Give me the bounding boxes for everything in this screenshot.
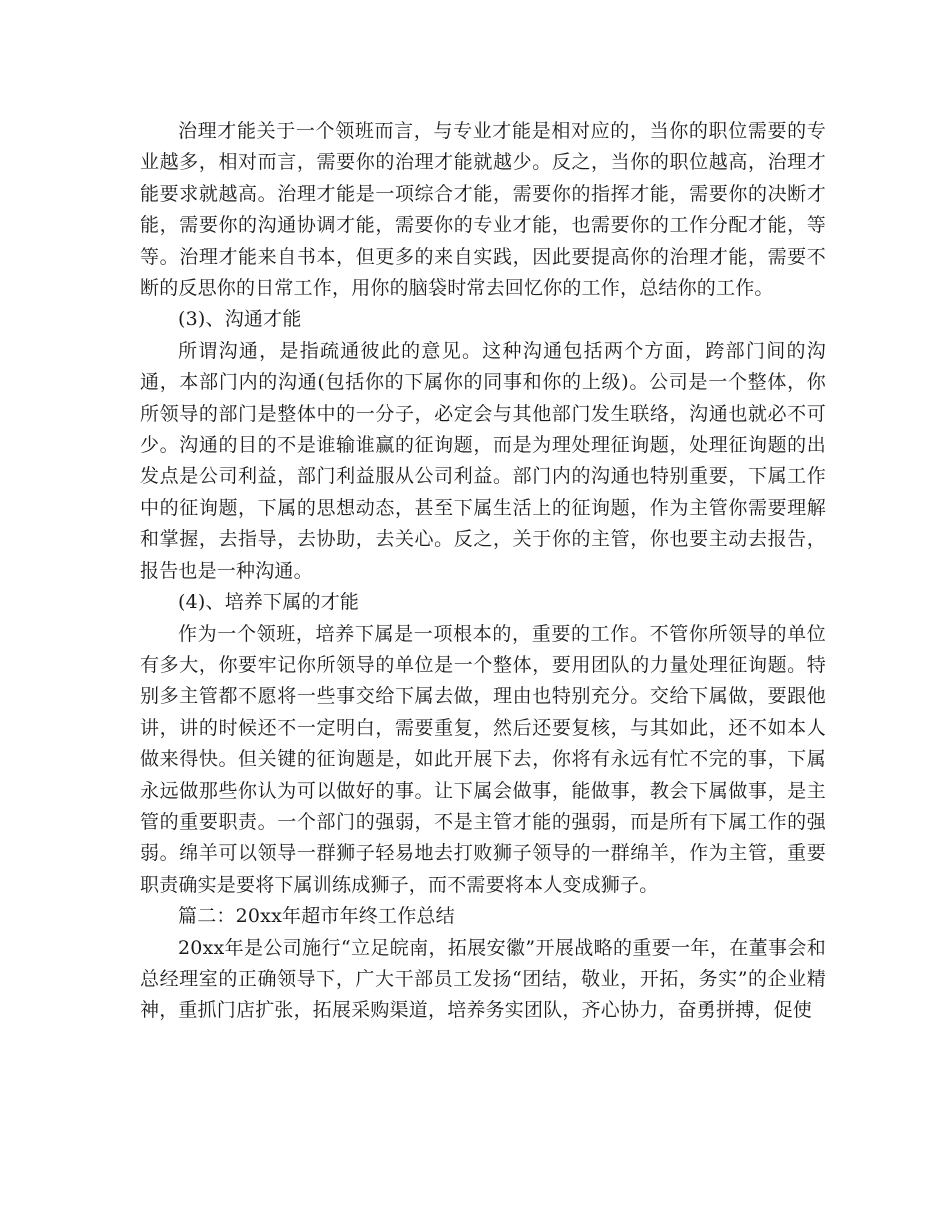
paragraph-management-ability: 治理才能关于一个领班而言，与专业才能是相对应的，当你的职位需要的专业越多，相对而言，需要你的治理才能就越少。反之，当你的职位越高，治理才能要求就越高。治理才能是一项综合才能，需要你的指挥才能，需要你的决断才能，需要你的沟通协调才能，需要你的专业才能，也需要你的工作分配才能，等等。治理才能来自书本，但更多的来自实践，因此要提高你的治理才能，需要不断的反思你的日常工作，用你的脑袋时常去回忆你的工作，总结你的工作。 [140,120,826,300]
document-page [140,116,826,1027]
paragraph-year-summary: 20xx年是公司施行“立足皖南，拓展安徽”开展战略的重要一年，在董事会和总经理室的正确领导下，广大干部员工发扬“团结，敬业，开拓，务实”的企业精神，重抓门店扩张，拓展采购渠道，培养务实团队，齐心协力，奋勇拼搏，促使 [140,936,826,1022]
heading-communication-ability: (3)、沟通才能 [178,308,302,331]
heading-part-two: 篇二：20xx年超市年终工作总结 [178,905,455,928]
paragraph-training-subordinates: 作为一个领班，培养下属是一项根本的，重要的工作。不管你所领导的单位有多大，你要牢记你所领导的单位是一个整体，要用团队的力量处理征询题。特别多主管都不愿将一些事交给下属去做，理由也特别充分。交给下属做，要跟他讲，讲的时候还不一定明白，需要重复，然后还要复核，与其如此，还不如本人做来得快。但关键的征询题是，如此开展下去，你将有永远有忙不完的事，下属永远做那些你认为可以做好的事。让下属会做事，能做事，教会下属做事，是主管的重要职责。一个部门的强弱，不是主管才能的强弱，而是所有下属工作的强弱。绵羊可以领导一群狮子轻易地去打败狮子领导的一群绵羊，作为主管，重要职责确实是要将下属训练成狮子，而不需要将本人变成狮子。 [140,622,826,896]
paragraph-communication: 所谓沟通，是指疏通彼此的意见。这种沟通包括两个方面，跨部门间的沟通，本部门内的沟通(包括你的下属你的同事和你的上级)。公司是一个整体，你所领导的部门是整体中的一分子，必定会与其他部门发生联络，沟通也就必不可少。沟通的目的不是谁输谁赢的征询题，而是为理处理征询题，处理征询题的出发点是公司利益，部门利益服从公司利益。部门内的沟通也特别重要，下属工作中的征询题，下属的思想动态，甚至下属生活上的征询题，作为主管你需要理解和掌握，去指导，去协助，去关心。反之，关于你的主管，你也要主动去报告，报告也是一种沟通。 [140,339,826,582]
heading-training-subordinates: (4)、培养下属的才能 [178,591,360,614]
